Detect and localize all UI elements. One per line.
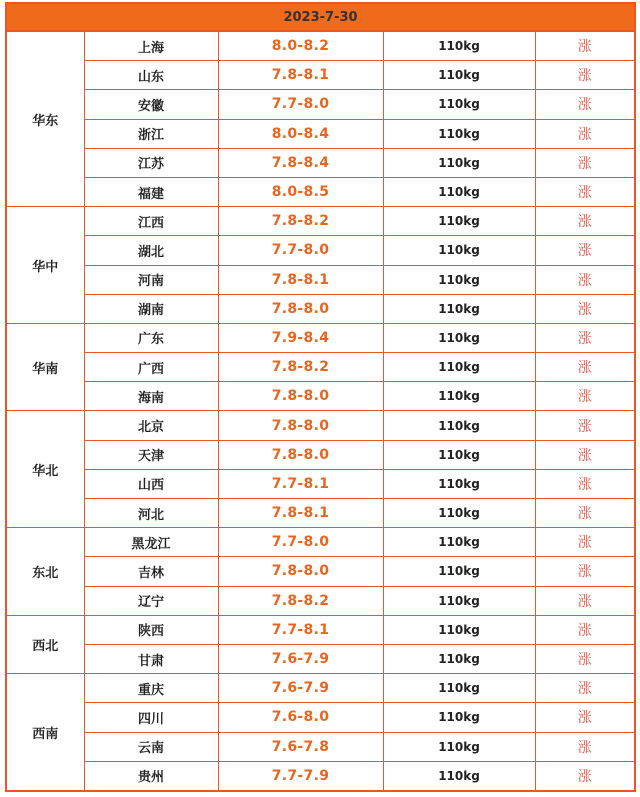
city-cell: 山东 (84, 61, 218, 90)
region-cell: 华北 (6, 411, 84, 528)
city-cell: 吉林 (84, 557, 218, 586)
weight-cell: 110kg (383, 586, 535, 615)
trend-cell: 涨 (535, 615, 635, 644)
table-row (6, 323, 635, 352)
weight-cell: 110kg (383, 177, 535, 206)
trend-cell: 涨 (535, 382, 635, 411)
trend-cell: 涨 (535, 528, 635, 557)
city-cell: 河南 (84, 265, 218, 294)
trend-cell: 涨 (535, 148, 635, 177)
price-cell: 7.7-8.0 (218, 90, 383, 119)
city-cell: 山西 (84, 469, 218, 498)
table-header-row (6, 3, 635, 31)
table-row (6, 674, 635, 703)
table-row (6, 732, 635, 761)
table-row (6, 207, 635, 236)
table-row (6, 31, 635, 61)
table-row (6, 703, 635, 732)
price-cell: 7.8-8.1 (218, 61, 383, 90)
trend-cell: 涨 (535, 703, 635, 732)
price-cell: 7.8-8.4 (218, 148, 383, 177)
price-cell: 8.0-8.2 (218, 31, 383, 61)
trend-cell: 涨 (535, 265, 635, 294)
trend-cell: 涨 (535, 323, 635, 352)
price-cell: 7.7-8.1 (218, 469, 383, 498)
city-cell: 江苏 (84, 148, 218, 177)
table-row (6, 557, 635, 586)
table-row (6, 528, 635, 557)
price-cell: 7.6-7.9 (218, 644, 383, 673)
weight-cell: 110kg (383, 761, 535, 791)
weight-cell: 110kg (383, 557, 535, 586)
table-row (6, 90, 635, 119)
weight-cell: 110kg (383, 382, 535, 411)
trend-cell: 涨 (535, 586, 635, 615)
table-row (6, 382, 635, 411)
weight-cell: 110kg (383, 703, 535, 732)
weight-cell: 110kg (383, 615, 535, 644)
price-cell: 7.8-8.0 (218, 440, 383, 469)
city-cell: 云南 (84, 732, 218, 761)
trend-cell: 涨 (535, 207, 635, 236)
city-cell: 湖南 (84, 294, 218, 323)
weight-cell: 110kg (383, 674, 535, 703)
city-cell: 黑龙江 (84, 528, 218, 557)
price-cell: 7.8-8.2 (218, 207, 383, 236)
city-cell: 安徽 (84, 90, 218, 119)
weight-cell: 110kg (383, 411, 535, 440)
table-row (6, 294, 635, 323)
city-cell: 甘肃 (84, 644, 218, 673)
city-cell: 江西 (84, 207, 218, 236)
price-cell: 7.8-8.2 (218, 353, 383, 382)
weight-cell: 110kg (383, 148, 535, 177)
trend-cell: 涨 (535, 177, 635, 206)
table-row (6, 265, 635, 294)
price-table-container (5, 2, 634, 792)
trend-cell: 涨 (535, 353, 635, 382)
price-table-body (6, 3, 635, 791)
table-row (6, 440, 635, 469)
region-cell: 华中 (6, 207, 84, 324)
trend-cell: 涨 (535, 674, 635, 703)
trend-cell: 涨 (535, 644, 635, 673)
trend-cell: 涨 (535, 61, 635, 90)
trend-cell: 涨 (535, 31, 635, 61)
city-cell: 上海 (84, 31, 218, 61)
date-header: 2023-7-30 (6, 3, 635, 31)
weight-cell: 110kg (383, 119, 535, 148)
price-cell: 7.6-7.9 (218, 674, 383, 703)
table-row (6, 499, 635, 528)
region-cell: 西北 (6, 615, 84, 673)
weight-cell: 110kg (383, 265, 535, 294)
price-cell: 7.6-8.0 (218, 703, 383, 732)
table-row (6, 236, 635, 265)
table-row (6, 615, 635, 644)
table-row (6, 353, 635, 382)
weight-cell: 110kg (383, 294, 535, 323)
price-cell: 7.7-8.0 (218, 528, 383, 557)
city-cell: 浙江 (84, 119, 218, 148)
weight-cell: 110kg (383, 499, 535, 528)
price-cell: 7.7-8.0 (218, 236, 383, 265)
weight-cell: 110kg (383, 528, 535, 557)
weight-cell: 110kg (383, 469, 535, 498)
trend-cell: 涨 (535, 499, 635, 528)
price-cell: 7.8-8.2 (218, 586, 383, 615)
trend-cell: 涨 (535, 440, 635, 469)
city-cell: 重庆 (84, 674, 218, 703)
weight-cell: 110kg (383, 207, 535, 236)
weight-cell: 110kg (383, 31, 535, 61)
weight-cell: 110kg (383, 644, 535, 673)
price-cell: 7.8-8.0 (218, 411, 383, 440)
region-cell: 西南 (6, 674, 84, 791)
weight-cell: 110kg (383, 61, 535, 90)
trend-cell: 涨 (535, 732, 635, 761)
region-cell: 华南 (6, 323, 84, 411)
city-cell: 天津 (84, 440, 218, 469)
trend-cell: 涨 (535, 557, 635, 586)
weight-cell: 110kg (383, 440, 535, 469)
weight-cell: 110kg (383, 90, 535, 119)
city-cell: 海南 (84, 382, 218, 411)
table-row (6, 469, 635, 498)
weight-cell: 110kg (383, 353, 535, 382)
table-row (6, 148, 635, 177)
trend-cell: 涨 (535, 411, 635, 440)
table-row (6, 119, 635, 148)
city-cell: 广东 (84, 323, 218, 352)
table-row (6, 411, 635, 440)
city-cell: 广西 (84, 353, 218, 382)
city-cell: 四川 (84, 703, 218, 732)
region-cell: 东北 (6, 528, 84, 616)
price-cell: 7.8-8.0 (218, 382, 383, 411)
city-cell: 北京 (84, 411, 218, 440)
weight-cell: 110kg (383, 236, 535, 265)
price-cell: 7.7-7.9 (218, 761, 383, 791)
trend-cell: 涨 (535, 236, 635, 265)
price-cell: 7.8-8.0 (218, 557, 383, 586)
price-cell: 7.8-8.1 (218, 499, 383, 528)
table-row (6, 61, 635, 90)
city-cell: 福建 (84, 177, 218, 206)
trend-cell: 涨 (535, 119, 635, 148)
table-row (6, 761, 635, 791)
city-cell: 陕西 (84, 615, 218, 644)
trend-cell: 涨 (535, 469, 635, 498)
price-cell: 7.9-8.4 (218, 323, 383, 352)
city-cell: 辽宁 (84, 586, 218, 615)
trend-cell: 涨 (535, 90, 635, 119)
price-cell: 8.0-8.4 (218, 119, 383, 148)
price-cell: 7.8-8.0 (218, 294, 383, 323)
region-cell: 华东 (6, 31, 84, 207)
table-row (6, 644, 635, 673)
price-table (5, 2, 636, 792)
price-cell: 7.8-8.1 (218, 265, 383, 294)
city-cell: 贵州 (84, 761, 218, 791)
trend-cell: 涨 (535, 761, 635, 791)
price-cell: 8.0-8.5 (218, 177, 383, 206)
price-cell: 7.7-8.1 (218, 615, 383, 644)
weight-cell: 110kg (383, 732, 535, 761)
table-row (6, 177, 635, 206)
city-cell: 河北 (84, 499, 218, 528)
table-row (6, 586, 635, 615)
weight-cell: 110kg (383, 323, 535, 352)
city-cell: 湖北 (84, 236, 218, 265)
trend-cell: 涨 (535, 294, 635, 323)
price-cell: 7.6-7.8 (218, 732, 383, 761)
